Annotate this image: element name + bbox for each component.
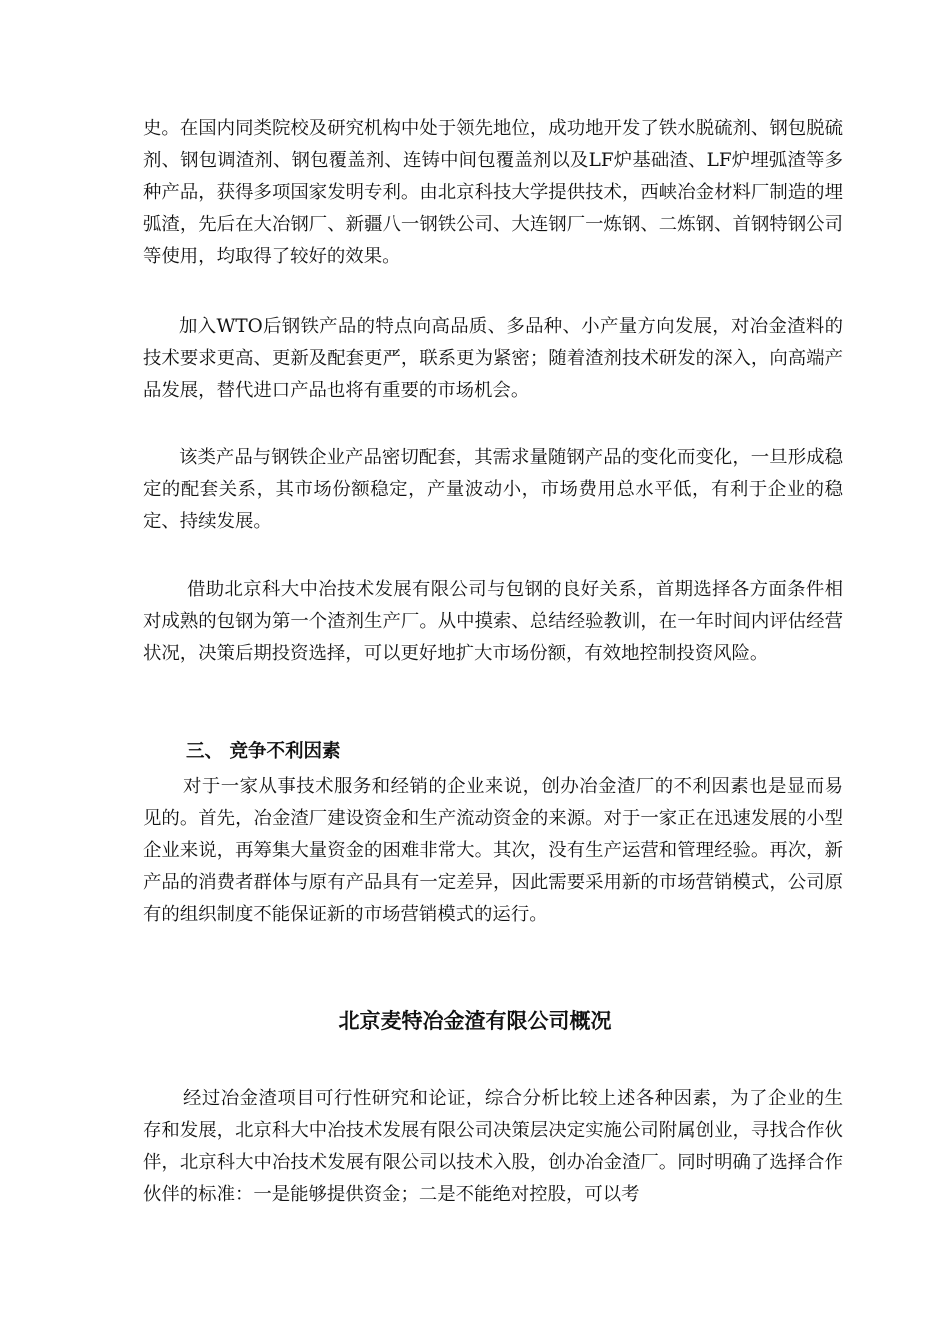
paragraph-wto: 加入WTO后钢铁产品的特点向高品质、多品种、小产量方向发展，对冶金渣料的技术要求更高、更新及配套更严，联系更为紧密；随着渣剂技术研发的深入，向高端产品发展，替代进口产品也将有重要的市场机会。 [143, 316, 843, 401]
paragraph-company-overview: 经过冶金渣项目可行性研究和论证，综合分析比较上述各种因素，为了企业的生存和发展，北京科大中冶技术发展有限公司决策层决定实施公司附属创业，寻找合作伙伴，北京科大中冶技术发展有限公司以技术入股，创办冶金渣厂。同时明确了选择合作伙伴的标准：一是能够提供资金；二是不能绝对控股，可以考 [143, 1088, 843, 1205]
paragraph-history: 史。在国内同类院校及研究机构中处于领先地位，成功地开发了铁水脱硫剂、钢包脱硫剂、钢包调渣剂、钢包覆盖剂、连铸中间包覆盖剂以及LF炉基础渣、LF炉埋弧渣等多种产品，获得多项国家发明专利。由北京科技大学提供技术，西峡冶金材料厂制造的埋弧渣，先后在大冶钢厂、新疆八一钢铁公司、大连钢厂一炼钢、二炼钢、首钢特钢公司等使用，均取得了较好的效果。 [143, 118, 843, 267]
paragraph-baogang: 借助北京科大中冶技术发展有限公司与包钢的良好关系，首期选择各方面条件相对成熟的包钢为第一个渣剂生产厂。从中摸索、总结经验教训，在一年时间内评估经营状况，决策后期投资选择，可以更好地扩大市场份额，有效地控制投资风险。 [143, 579, 843, 664]
section-heading-disadvantages: 三、 竞争不利因素 [186, 741, 341, 762]
paragraph-disadvantages: 对于一家从事技术服务和经销的企业来说，创办冶金渣厂的不利因素也是显而易见的。首先，冶金渣厂建设资金和生产流动资金的来源。对于一家正在迅速发展的小型企业来说，再筹集大量资金的困难非常大。其次，没有生产运营和管理经验。再次，新产品的消费者群体与原有产品具有一定差异，因此需要采用新的市场营销模式，公司原有的组织制度不能保证新的市场营销模式的运行。 [143, 776, 843, 925]
section-title-company-overview: 北京麦特冶金渣有限公司概况 [338, 1009, 612, 1033]
paragraph-market-share: 该类产品与钢铁企业产品密切配套，其需求量随钢产品的变化而变化，一旦形成稳定的配套关系，其市场份额稳定，产量波动小，市场费用总水平低，有利于企业的稳定、持续发展。 [143, 447, 843, 532]
